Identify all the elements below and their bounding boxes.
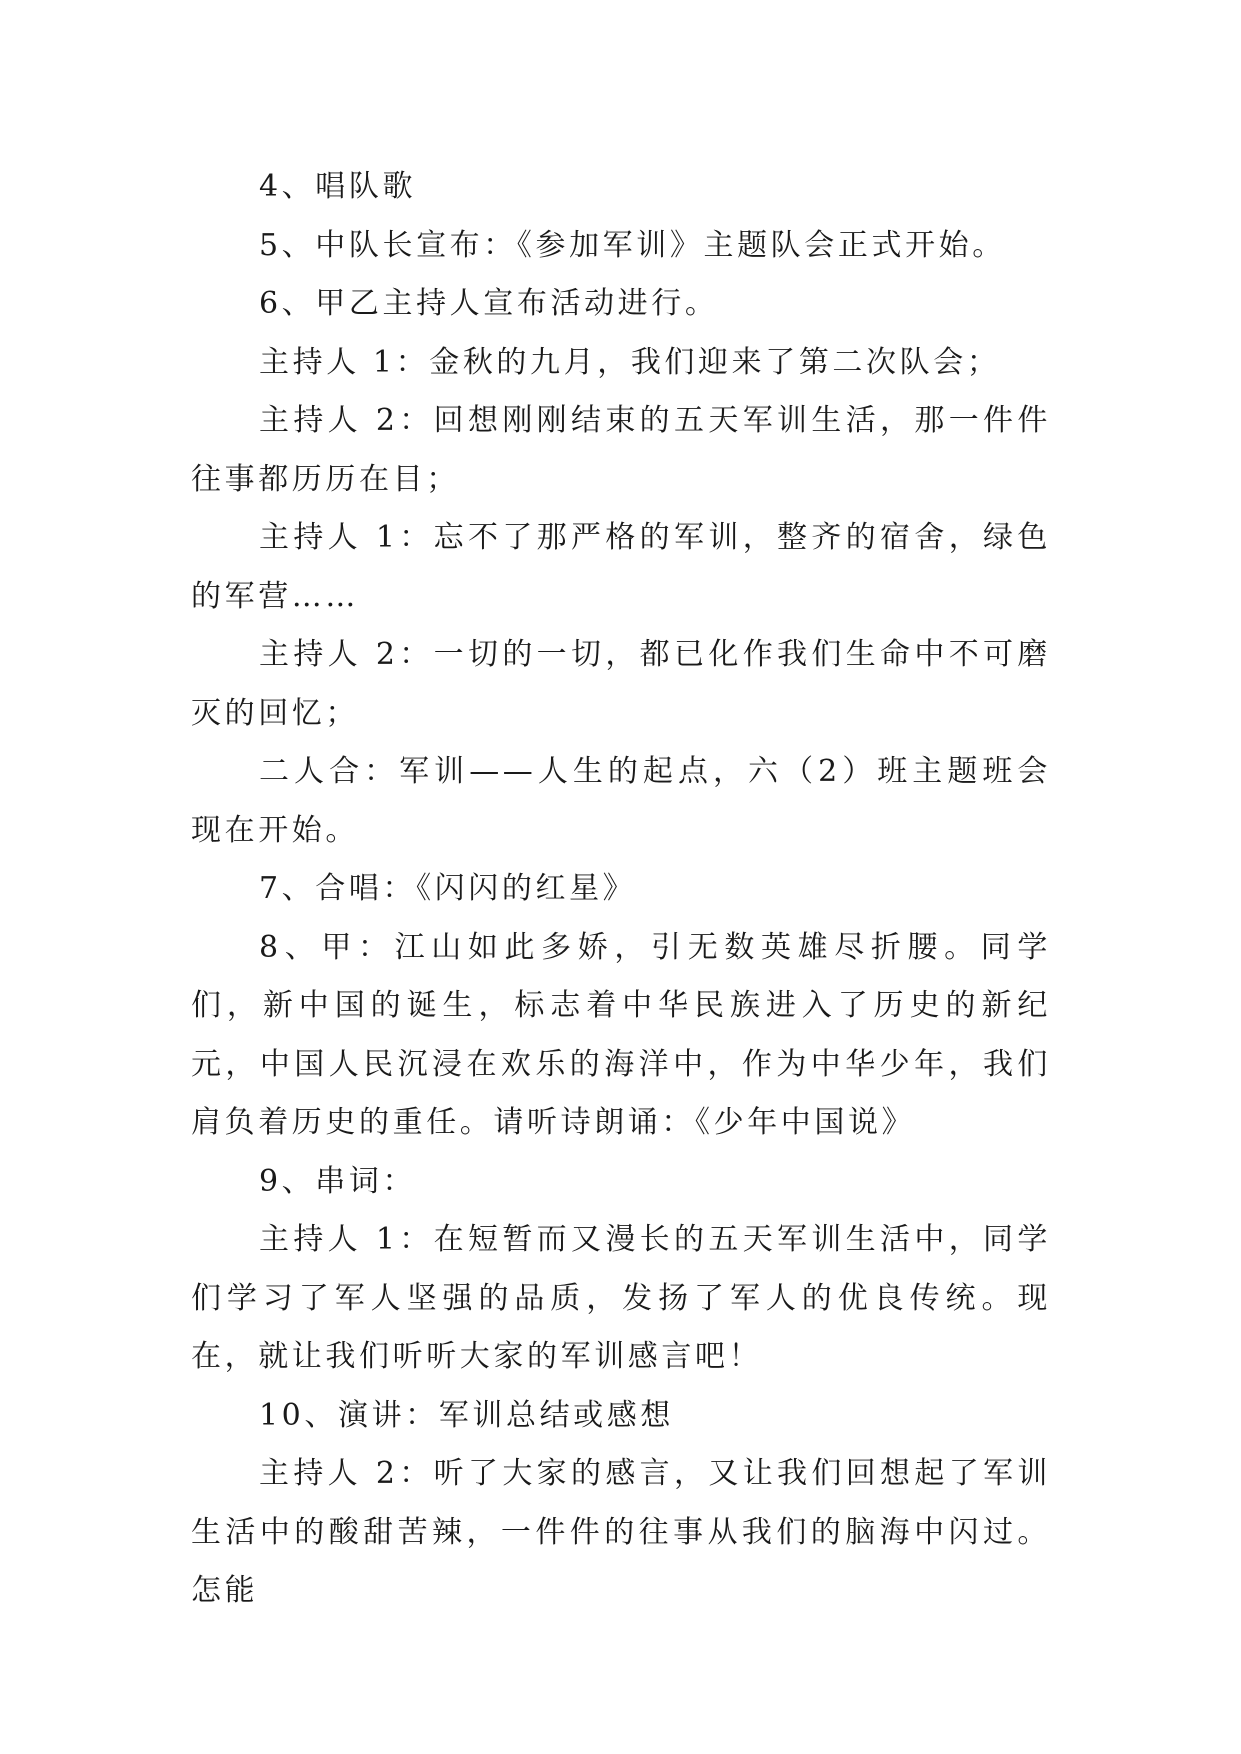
- paragraph-item-4: 4、唱队歌: [259, 169, 417, 204]
- paragraph-item-8: 8、甲：江山如此多娇，引无数英雄尽折腰。同学们，新中国的诞生，标志着中华民族进入了历史的新纪元，中国人民沉浸在欢乐的海洋中，作为中华少年，我们肩负着历史的重任。请听诗朗诵：《少年中国说》: [191, 929, 1051, 1140]
- paragraph-item-6: 6、甲乙主持人宣布活动进行。: [259, 286, 719, 321]
- paragraph-host1-opening: 主持人 1：金秋的九月，我们迎来了第二次队会；: [259, 344, 1001, 380]
- paragraph-host2-reflection: 主持人 2：听了大家的感言，又让我们回想起了军训生活中的酸甜苦辣，一件件的往事从我们的脑海中闪过。怎能: [191, 1456, 1051, 1608]
- paragraph-item-5: 5、中队长宣布：《参加军训》主题队会正式开始。: [259, 227, 1006, 263]
- paragraph-host2-recall: 主持人 2：回想刚刚结束的五天军训生活，那一件件往事都历历在目；: [191, 403, 1051, 497]
- paragraph-item-7: 7、合唱：《闪闪的红星》: [259, 871, 637, 906]
- paragraph-item-9: 9、串词：: [259, 1163, 417, 1199]
- document-body: [191, 158, 1051, 1621]
- paragraph-host1-speech: 主持人 1：在短暂而又漫长的五天军训生活中，同学们学习了军人坚强的品质，发扬了军人的优良传统。现在，就让我们听听大家的军训感言吧！: [191, 1222, 1051, 1374]
- paragraph-host1-memories: 主持人 1：忘不了那严格的军训，整齐的宿舍，绿色的军营……: [191, 520, 1051, 614]
- paragraph-both-hosts: 二人合：军训——人生的起点，六（2）班主题班会现在开始。: [191, 754, 1051, 848]
- paragraph-host2-memory: 主持人 2：一切的一切，都已化作我们生命中不可磨灭的回忆；: [191, 637, 1051, 731]
- paragraph-item-10: 10、演讲：军训总结或感想: [259, 1397, 674, 1433]
